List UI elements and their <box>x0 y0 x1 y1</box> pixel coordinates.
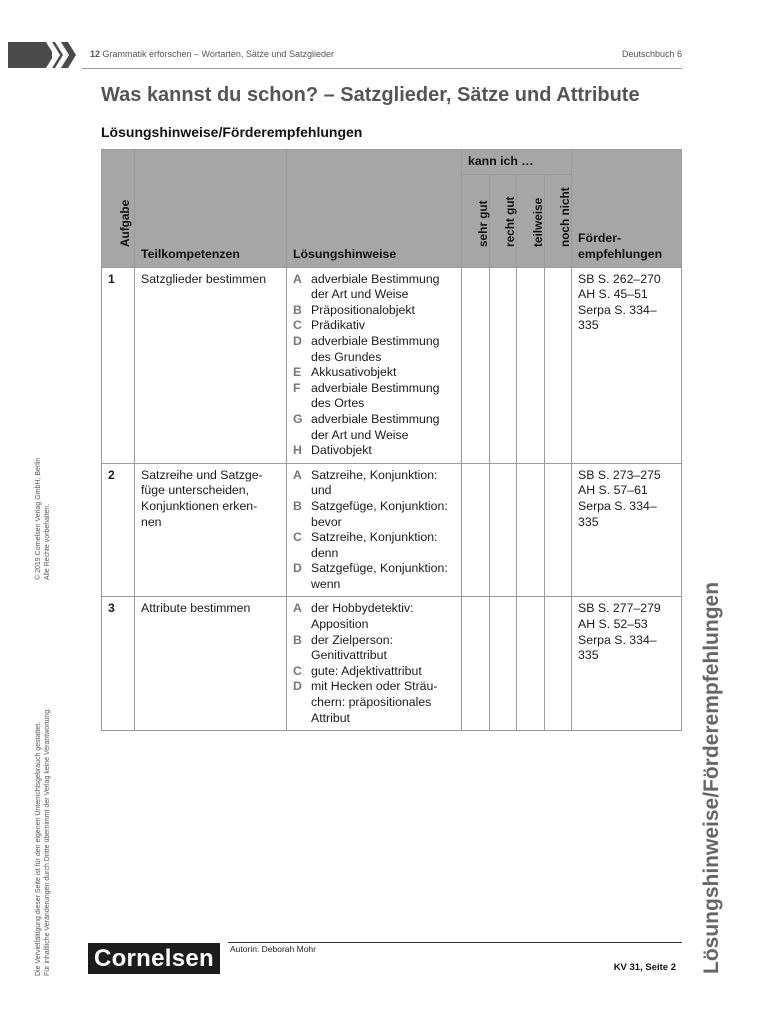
solution-cell <box>287 463 462 597</box>
side-section-label: Lösungshinweise/Förderempfehlungen <box>700 581 723 974</box>
competence-line: nen <box>141 514 162 529</box>
solution-text: Satzgefüge, Konjunktion: wenn <box>311 561 448 591</box>
header-chevron-band <box>8 42 78 68</box>
recommendation-line: AH S. 52–53 <box>578 617 648 632</box>
recommendation-cell <box>572 267 682 463</box>
solution-text: adverbiale Bestimmung der Art und Weise <box>311 411 440 442</box>
solution-item <box>293 412 455 443</box>
solution-item <box>293 443 455 459</box>
solution-letter: D <box>293 561 302 576</box>
solution-letter: B <box>293 498 302 513</box>
solution-text: Satzreihe, Konjunktion: und <box>311 467 438 498</box>
recommendation-line: AH S. 57–61 <box>578 483 648 498</box>
solution-item <box>293 272 455 303</box>
col-header-foerderempfehlungen: Förder- empfehlungen <box>572 150 682 268</box>
header-rule <box>82 68 682 69</box>
recommendation-line: SB S. 277–279 <box>578 601 661 616</box>
recommendation-cell <box>572 597 682 731</box>
solution-text: der Zielperson: Genitivattribut <box>311 632 394 663</box>
recommendation-line: 335 <box>578 648 599 663</box>
checkbox-cell-sehr-gut[interactable] <box>462 597 490 731</box>
solution-text: Satzgefüge, Konjunktion: bevor <box>311 498 448 529</box>
page-title: Was kannst du schon? – Satzglieder, Sätze und Attribute <box>101 84 640 106</box>
solution-item <box>293 318 455 334</box>
col-header-teilweise: teilweise <box>517 174 545 267</box>
solution-letter: C <box>293 318 302 333</box>
solution-cell <box>287 267 462 463</box>
col-header-noch-nicht: noch nicht <box>545 174 572 267</box>
author-credit: Autorin: Deborah Mohr <box>230 944 316 954</box>
solution-letter: C <box>293 663 302 678</box>
competence-line: Satzglieder bestimmen <box>141 271 267 286</box>
solution-letter: H <box>293 443 302 458</box>
task-number: 1 <box>102 267 135 463</box>
solution-letter: F <box>293 380 301 395</box>
recommendation-line: 335 <box>578 318 599 333</box>
solution-item <box>293 530 455 561</box>
footer-rule <box>228 942 682 943</box>
recommendation-line: 335 <box>578 514 599 529</box>
recommendation-line: SB S. 273–275 <box>578 467 661 482</box>
recommendation-line: Serpa S. 334– <box>578 498 657 513</box>
col-header-recht-gut: recht gut <box>490 174 517 267</box>
solution-item <box>293 601 455 632</box>
solution-text: adverbiale Bestimmung der Art und Weise <box>311 271 440 302</box>
recommendation-line: Serpa S. 334– <box>578 632 657 647</box>
col-header-kann-ich: kann ich … <box>462 150 572 175</box>
solution-item <box>293 679 455 726</box>
header-breadcrumb: 12 Grammatik erforschen – Wortarten, Sätze und Satzglieder <box>90 49 334 59</box>
checkbox-cell-recht-gut[interactable] <box>490 463 517 597</box>
task-number: 3 <box>102 597 135 731</box>
solution-item <box>293 334 455 365</box>
recommendation-line: Serpa S. 334– <box>578 302 657 317</box>
solution-text: Akkusativobjekt <box>311 365 397 380</box>
solution-text: gute: Adjektivattribut <box>311 663 422 678</box>
solution-item <box>293 365 455 381</box>
col-header-aufgabe: Aufgabe <box>102 150 135 268</box>
recommendation-line: AH S. 45–51 <box>578 287 648 302</box>
col-header-sehr-gut: sehr gut <box>462 174 490 267</box>
cornelsen-logo: Cornelsen <box>88 943 220 974</box>
solution-item <box>293 499 455 530</box>
competence-line: Attribute bestimmen <box>141 601 251 616</box>
section-subtitle: Lösungshinweise/Förderempfehlungen <box>101 124 363 140</box>
copyright-note: © 2019 Cornelsen Verlag GmbH, Berlin Alle Rechte vorbehalten. <box>35 457 51 580</box>
solution-text: Präpositionalobjekt <box>311 302 415 317</box>
checkbox-cell-teilweise[interactable] <box>517 463 545 597</box>
checkbox-cell-sehr-gut[interactable] <box>462 267 490 463</box>
solution-item <box>293 468 455 499</box>
table-row <box>102 463 682 597</box>
competence-cell <box>135 597 287 731</box>
solution-text: Satzreihe, Konjunktion: denn <box>311 530 438 560</box>
solution-cell <box>287 597 462 731</box>
solution-letter: G <box>293 411 303 426</box>
solution-text: der Hobbydetektiv: Apposition <box>311 601 414 632</box>
solution-text: Prädikativ <box>311 318 365 333</box>
solution-letter: D <box>293 679 302 694</box>
checkbox-cell-recht-gut[interactable] <box>490 267 517 463</box>
solution-letter: B <box>293 302 302 317</box>
task-number: 2 <box>102 463 135 597</box>
solution-item <box>293 303 455 319</box>
checkbox-cell-recht-gut[interactable] <box>490 597 517 731</box>
solution-item <box>293 664 455 680</box>
solution-text: adverbiale Bestimmung des Ortes <box>311 380 440 411</box>
solution-letter: E <box>293 365 302 380</box>
checkbox-cell-teilweise[interactable] <box>517 597 545 731</box>
competence-line: Satzreihe und Satzge- <box>141 467 263 482</box>
solution-item <box>293 633 455 664</box>
solution-text: Dativobjekt <box>311 443 372 458</box>
competence-line: Konjunktionen erken- <box>141 498 258 513</box>
checkbox-cell-noch-nicht[interactable] <box>545 267 572 463</box>
col-header-loesungshinweise: Lösungshinweise <box>287 150 462 268</box>
solution-letter: C <box>293 530 302 545</box>
solution-letter: A <box>293 467 302 482</box>
header-book-title: Deutschbuch 6 <box>621 49 682 59</box>
solution-letter: D <box>293 333 302 348</box>
solutions-table <box>101 149 682 731</box>
page-reference: KV 31, Seite 2 <box>613 962 676 973</box>
solution-letter: A <box>293 601 302 616</box>
checkbox-cell-sehr-gut[interactable] <box>462 463 490 597</box>
checkbox-cell-noch-nicht[interactable] <box>545 463 572 597</box>
usage-notice: Die Vervielfältigung dieser Seite ist für den eigenen Unterrichtsgebrauch gestattet. Für inhaltliche Veränderungen durch Dritte übernimmt der Verlag keine Verantwortung. <box>35 707 51 976</box>
table-row <box>102 267 682 463</box>
solution-letter: B <box>293 632 302 647</box>
checkbox-cell-noch-nicht[interactable] <box>545 597 572 731</box>
table-row <box>102 597 682 731</box>
solution-item <box>293 381 455 412</box>
competence-line: füge unterscheiden, <box>141 483 250 498</box>
recommendation-line: SB S. 262–270 <box>578 271 661 286</box>
solution-text: adverbiale Bestimmung des Grundes <box>311 333 440 364</box>
solution-letter: A <box>293 271 302 286</box>
checkbox-cell-teilweise[interactable] <box>517 267 545 463</box>
solution-item <box>293 561 455 592</box>
col-header-teilkompetenzen: Teilkompetenzen <box>135 150 287 268</box>
recommendation-cell <box>572 463 682 597</box>
competence-cell <box>135 267 287 463</box>
competence-cell <box>135 463 287 597</box>
solution-text: mit Hecken oder Sträu- chern: präpositionales Attribut <box>311 679 438 725</box>
